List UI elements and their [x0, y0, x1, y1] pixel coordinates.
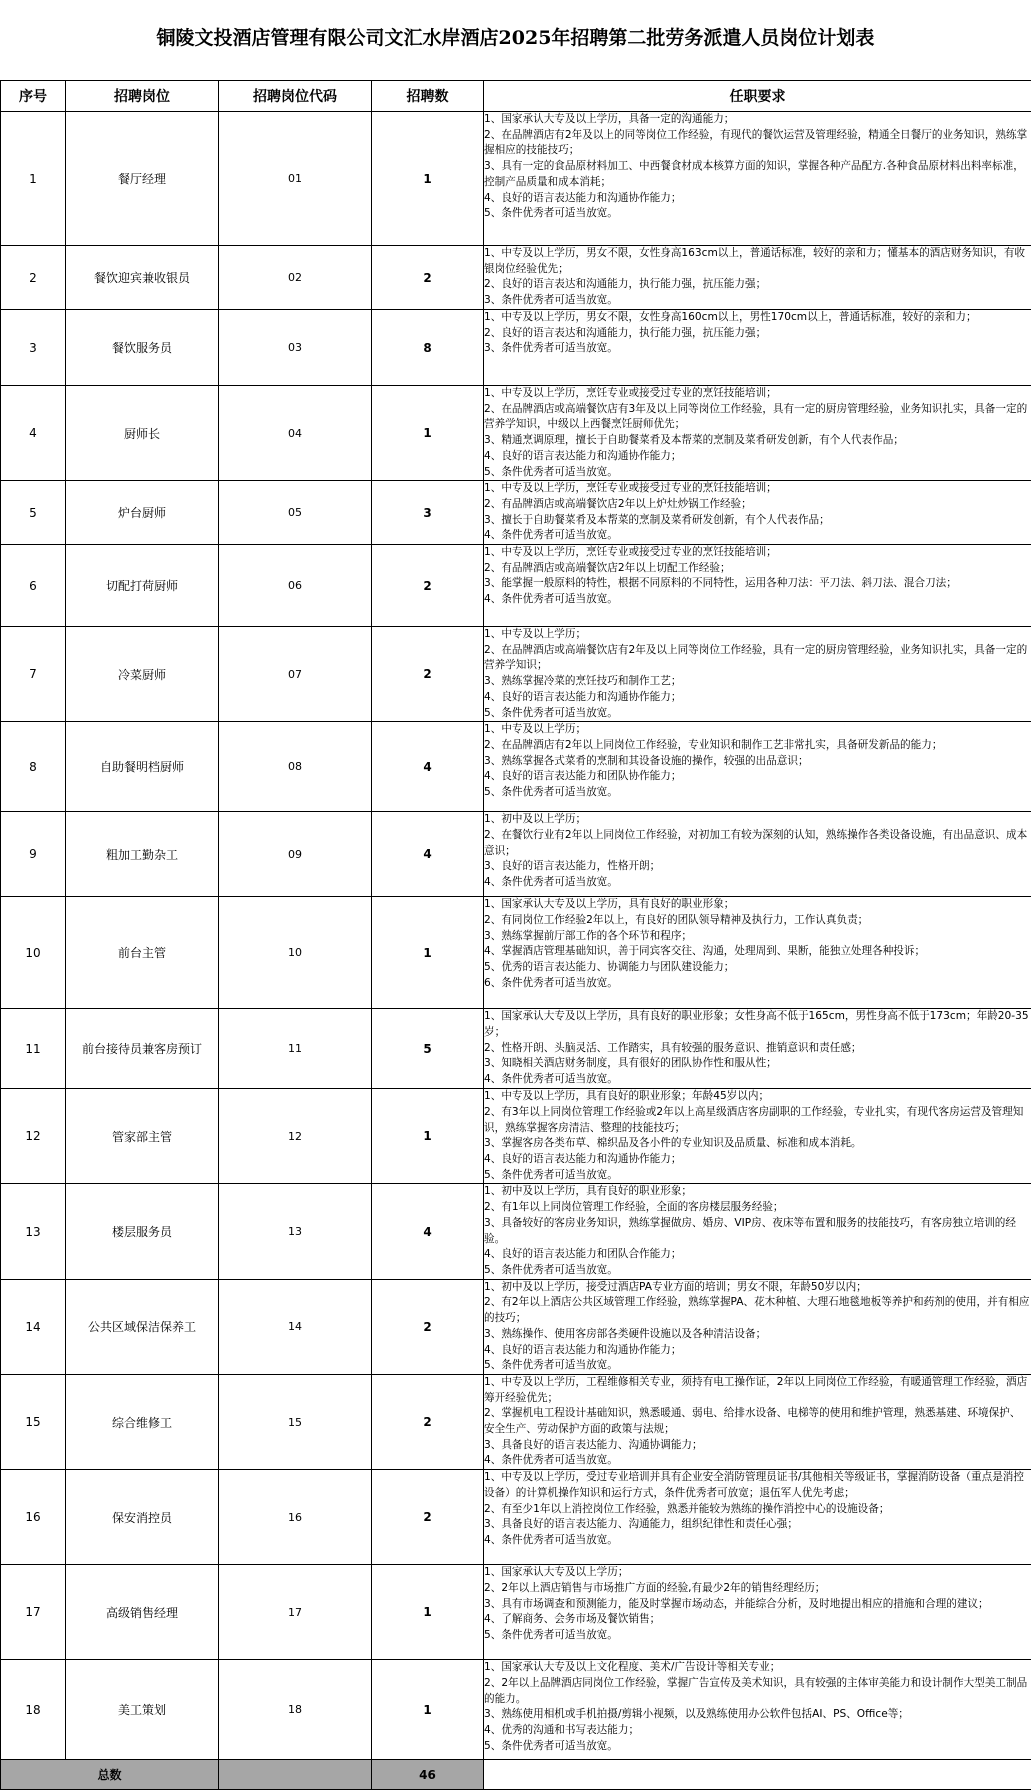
cell-count: 8 — [372, 310, 484, 386]
table-row — [1, 722, 1031, 812]
requirement-item: 3、条件优秀者可适当放宽。 — [484, 341, 1031, 357]
cell-seq: 2 — [1, 246, 66, 310]
requirement-item: 4、条件优秀者可适当放宽。 — [484, 528, 1031, 544]
table-row — [1, 1565, 1031, 1660]
cell-count: 2 — [372, 246, 484, 310]
requirement-item: 4、优秀的沟通和书写表达能力； — [484, 1723, 1031, 1739]
requirement-item: 3、具有一定的食品原材料加工、中西餐食材成本核算方面的知识，掌握各种产品配方.各种食品原材料出料率标准，控制产品质量和成本消耗； — [484, 159, 1031, 190]
cell-requirements — [484, 386, 1031, 481]
requirement-item: 2、在品牌酒店有2年及以上的同等岗位工作经验，有现代的餐饮运营及管理经验，精通全日餐厅的业务知识，熟练掌握相应的技能技巧； — [484, 128, 1031, 159]
cell-count: 2 — [372, 1279, 484, 1374]
cell-count: 4 — [372, 812, 484, 897]
cell-seq: 13 — [1, 1184, 66, 1279]
requirement-item: 5、条件优秀者可适当放宽。 — [484, 706, 1031, 722]
requirement-item: 4、良好的语言表达能力和团队合作能力； — [484, 1247, 1031, 1263]
requirement-item: 3、精通烹调原理，擅长于自助餐菜肴及本帮菜的烹制及菜肴研发创新，有个人代表作品； — [484, 433, 1031, 449]
table-row — [1, 1660, 1031, 1760]
cell-count: 4 — [372, 722, 484, 812]
cell-count: 2 — [372, 1470, 484, 1565]
requirement-item: 1、中专及以上学历，男女不限，女性身高163cm以上，普通话标准，较好的亲和力；懂基本的酒店财务知识，有收银岗位经验优先； — [484, 246, 1031, 277]
cell-seq: 15 — [1, 1374, 66, 1469]
requirement-item: 1、国家承认大专及以上学历，具有良好的职业形象；女性身高不低于165cm，男性身高不低于173cm；年龄20-35岁； — [484, 1009, 1031, 1040]
requirement-item: 2、在品牌酒店或高端餐饮店有2年及以上同等岗位工作经验，具有一定的厨房管理经验，业务知识扎实，具备一定的营养学知识； — [484, 643, 1031, 674]
recruitment-plan-table — [0, 80, 1031, 1790]
requirement-item: 2、有1年以上同岗位管理工作经验，全面的客房楼层服务经验； — [484, 1200, 1031, 1216]
header-code: 招聘岗位代码 — [219, 81, 372, 112]
cell-position: 前台接待员兼客房预订 — [66, 1009, 219, 1089]
cell-position: 管家部主管 — [66, 1089, 219, 1184]
table-row — [1, 310, 1031, 386]
cell-requirements — [484, 1374, 1031, 1469]
requirement-item: 3、熟练掌握冷菜的烹饪技巧和制作工艺； — [484, 674, 1031, 690]
requirement-item: 2、掌握机电工程设计基础知识，熟悉暖通、弱电、给排水设备、电梯等的使用和维护管理，熟悉基建、环境保护、安全生产、劳动保护方面的政策与法规； — [484, 1406, 1031, 1437]
cell-seq: 1 — [1, 112, 66, 246]
table-row — [1, 246, 1031, 310]
cell-requirements — [484, 1279, 1031, 1374]
table-row — [1, 1184, 1031, 1279]
requirement-item: 2、2年以上酒店销售与市场推广方面的经验,有最少2年的销售经理经历； — [484, 1581, 1031, 1597]
requirement-item: 3、具备良好的语言表达能力、沟通能力，组织纪律性和责任心强； — [484, 1517, 1031, 1533]
requirement-item: 1、国家承认大专及以上学历，具备一定的沟通能力； — [484, 112, 1031, 128]
cell-position: 综合维修工 — [66, 1374, 219, 1469]
cell-seq: 6 — [1, 545, 66, 627]
cell-requirements — [484, 1009, 1031, 1089]
total-row — [1, 1760, 1031, 1790]
requirement-item: 5、优秀的语言表达能力、协调能力与团队建设能力； — [484, 960, 1031, 976]
cell-position: 餐厅经理 — [66, 112, 219, 246]
requirement-item: 2、在品牌酒店或高端餐饮店有3年及以上同等岗位工作经验，具有一定的厨房管理经验，业务知识扎实，具备一定的营养学知识，中级以上西餐烹饪厨师优先； — [484, 402, 1031, 433]
cell-code: 02 — [219, 246, 372, 310]
total-count: 46 — [372, 1760, 484, 1790]
requirement-item: 2、在品牌酒店有2年以上同岗位工作经验，专业知识和制作工艺非常扎实，具备研发新品的能力； — [484, 738, 1031, 754]
cell-code: 11 — [219, 1009, 372, 1089]
requirement-item: 5、条件优秀者可适当放宽。 — [484, 1358, 1031, 1374]
cell-position: 楼层服务员 — [66, 1184, 219, 1279]
cell-requirements — [484, 310, 1031, 386]
requirement-item: 5、条件优秀者可适当放宽。 — [484, 785, 1031, 801]
table-row — [1, 481, 1031, 545]
table-row — [1, 897, 1031, 1009]
requirement-item: 4、良好的语言表达能力和沟通协作能力； — [484, 690, 1031, 706]
requirement-item: 2、在餐饮行业有2年以上同岗位工作经验，对初加工有较为深刻的认知，熟练操作各类设备设施，有出品意识、成本意识； — [484, 828, 1031, 859]
requirement-item: 4、良好的语言表达能力和沟通协作能力； — [484, 449, 1031, 465]
requirement-item: 2、良好的语言表达和沟通能力，执行能力强，抗压能力强； — [484, 277, 1031, 293]
requirement-item: 2、良好的语言表达和沟通能力，执行能力强，抗压能力强； — [484, 326, 1031, 342]
requirement-item: 3、条件优秀者可适当放宽。 — [484, 293, 1031, 309]
cell-position: 餐饮迎宾兼收银员 — [66, 246, 219, 310]
requirement-item: 1、初中及以上学历，具有良好的职业形象； — [484, 1184, 1031, 1200]
cell-count: 1 — [372, 1089, 484, 1184]
cell-position: 前台主管 — [66, 897, 219, 1009]
requirement-item: 3、熟练使用相机或手机拍摄/剪辑小视频，以及熟练使用办公软件包括AI、PS、Office等； — [484, 1707, 1031, 1723]
requirement-item: 3、具有市场调查和预测能力，能及时掌握市场动态，并能综合分析，及时地提出相应的措施和合理的建议； — [484, 1597, 1031, 1613]
requirement-item: 5、条件优秀者可适当放宽。 — [484, 1263, 1031, 1279]
cell-code: 08 — [219, 722, 372, 812]
requirement-item: 1、中专及以上学历，烹饪专业或接受过专业的烹饪技能培训； — [484, 481, 1031, 497]
requirement-item: 1、初中及以上学历； — [484, 812, 1031, 828]
total-code — [219, 1760, 372, 1790]
requirement-item: 3、良好的语言表达能力，性格开朗； — [484, 859, 1031, 875]
table-row — [1, 112, 1031, 246]
cell-requirements — [484, 1470, 1031, 1565]
cell-code: 16 — [219, 1470, 372, 1565]
requirement-item: 3、掌握客房各类布草、棉织品及各小件的专业知识及品质量、标准和成本消耗。 — [484, 1136, 1031, 1152]
requirement-item: 5、条件优秀者可适当放宽。 — [484, 206, 1031, 222]
cell-code: 10 — [219, 897, 372, 1009]
cell-code: 14 — [219, 1279, 372, 1374]
requirement-item: 5、条件优秀者可适当放宽。 — [484, 1739, 1031, 1755]
requirement-item: 3、熟练掌握前厅部工作的各个环节和程序； — [484, 929, 1031, 945]
cell-requirements — [484, 1184, 1031, 1279]
cell-position: 餐饮服务员 — [66, 310, 219, 386]
cell-seq: 18 — [1, 1660, 66, 1760]
cell-count: 2 — [372, 627, 484, 722]
cell-seq: 3 — [1, 310, 66, 386]
cell-seq: 17 — [1, 1565, 66, 1660]
cell-position: 粗加工勤杂工 — [66, 812, 219, 897]
cell-requirements — [484, 112, 1031, 246]
requirement-item: 4、条件优秀者可适当放宽。 — [484, 592, 1031, 608]
cell-code: 07 — [219, 627, 372, 722]
requirement-item: 1、中专及以上学历，烹饪专业或接受过专业的烹饪技能培训； — [484, 545, 1031, 561]
requirement-item: 3、具备较好的客房业务知识，熟练掌握做房、婚房、VIP房、夜床等布置和服务的技能技巧，有客房独立培训的经验。 — [484, 1216, 1031, 1247]
table-body — [1, 112, 1031, 1760]
requirement-item: 3、擅长于自助餐菜肴及本帮菜的烹制及菜肴研发创新，有个人代表作品； — [484, 513, 1031, 529]
requirement-item: 1、中专及以上学历，烹饪专业或接受过专业的烹饪技能培训； — [484, 386, 1031, 402]
requirement-item: 3、知晓相关酒店财务制度，具有很好的团队协作性和服从性； — [484, 1056, 1031, 1072]
table-row — [1, 1279, 1031, 1374]
cell-position: 切配打荷厨师 — [66, 545, 219, 627]
cell-requirements — [484, 481, 1031, 545]
table-row — [1, 386, 1031, 481]
table-row — [1, 1374, 1031, 1469]
cell-count: 1 — [372, 897, 484, 1009]
table-row — [1, 1089, 1031, 1184]
requirement-item: 1、国家承认大专及以上学历； — [484, 1565, 1031, 1581]
requirement-item: 1、国家承认大专及以上文化程度、美术/广告设计等相关专业； — [484, 1660, 1031, 1676]
cell-count: 3 — [372, 481, 484, 545]
requirement-item: 1、国家承认大专及以上学历，具有良好的职业形象； — [484, 897, 1031, 913]
cell-requirements — [484, 722, 1031, 812]
cell-requirements — [484, 1660, 1031, 1760]
cell-count: 5 — [372, 1009, 484, 1089]
cell-position: 炉台厨师 — [66, 481, 219, 545]
cell-count: 1 — [372, 112, 484, 246]
requirement-item: 6、条件优秀者可适当放宽。 — [484, 976, 1031, 992]
requirement-item: 2、有2年以上酒店公共区域管理工作经验，熟练掌握PA、花木种植、大理石地毯地板等养护和药剂的使用，并有相应的技巧； — [484, 1295, 1031, 1326]
requirement-item: 3、能掌握一般原料的特性，根据不同原料的不同特性，运用各种刀法：平刀法、斜刀法、混合刀法； — [484, 576, 1031, 592]
cell-requirements — [484, 627, 1031, 722]
table-row — [1, 545, 1031, 627]
requirement-item: 3、熟练操作、使用客房部各类硬件设施以及各种清洁设备； — [484, 1327, 1031, 1343]
cell-code: 12 — [219, 1089, 372, 1184]
table-row — [1, 1470, 1031, 1565]
requirement-item: 2、有至少1年以上消控岗位工作经验，熟悉并能较为熟练的操作消控中心的设施设备； — [484, 1502, 1031, 1518]
requirement-item: 4、条件优秀者可适当放宽。 — [484, 1533, 1031, 1549]
cell-seq: 5 — [1, 481, 66, 545]
total-label: 总数 — [1, 1760, 219, 1790]
header-seq: 序号 — [1, 81, 66, 112]
cell-position: 高级销售经理 — [66, 1565, 219, 1660]
requirement-item: 1、中专及以上学历； — [484, 722, 1031, 738]
table-row — [1, 1009, 1031, 1089]
cell-position: 厨师长 — [66, 386, 219, 481]
cell-code: 06 — [219, 545, 372, 627]
requirement-item: 5、条件优秀者可适当放宽。 — [484, 1628, 1031, 1644]
cell-requirements — [484, 1565, 1031, 1660]
requirement-item: 2、性格开朗、头脑灵活、工作踏实，具有较强的服务意识、推销意识和责任感； — [484, 1041, 1031, 1057]
cell-position: 冷菜厨师 — [66, 627, 219, 722]
requirement-item: 4、条件优秀者可适当放宽。 — [484, 1072, 1031, 1088]
cell-code: 15 — [219, 1374, 372, 1469]
requirement-item: 2、有品牌酒店或高端餐饮店2年以上炉灶炒锅工作经验； — [484, 497, 1031, 513]
table-row — [1, 627, 1031, 722]
requirement-item: 1、中专及以上学历，受过专业培训并具有企业安全消防管理员证书/其他相关等级证书，掌握消防设备（重点是消控设备）的计算机操作知识和运行方式，条件优秀者可放宽；退伍军人优先考虑； — [484, 1470, 1031, 1501]
requirement-item: 2、有3年以上同岗位管理工作经验或2年以上高星级酒店客房副职的工作经验，专业扎实，有现代客房运营及管理知识，熟练掌握客房清洁、整理的技能技巧； — [484, 1105, 1031, 1136]
requirement-item: 4、了解商务、会务市场及餐饮销售； — [484, 1612, 1031, 1628]
cell-seq: 16 — [1, 1470, 66, 1565]
requirement-item: 1、中专及以上学历； — [484, 627, 1031, 643]
cell-code: 18 — [219, 1660, 372, 1760]
cell-code: 09 — [219, 812, 372, 897]
requirement-item: 4、良好的语言表达能力和沟通协作能力； — [484, 191, 1031, 207]
requirement-item: 4、良好的语言表达能力和沟通协作能力； — [484, 1152, 1031, 1168]
cell-count: 1 — [372, 1565, 484, 1660]
cell-seq: 4 — [1, 386, 66, 481]
requirement-item: 3、熟练掌握各式菜肴的烹制和其设备设施的操作，较强的出品意识； — [484, 754, 1031, 770]
cell-seq: 10 — [1, 897, 66, 1009]
cell-seq: 12 — [1, 1089, 66, 1184]
table-row — [1, 812, 1031, 897]
cell-code: 05 — [219, 481, 372, 545]
cell-code: 03 — [219, 310, 372, 386]
requirement-item: 2、有品牌酒店或高端餐饮店2年以上切配工作经验； — [484, 561, 1031, 577]
cell-code: 13 — [219, 1184, 372, 1279]
table-header-row — [1, 81, 1031, 112]
requirement-item: 1、中专及以上学历，工程维修相关专业，须持有电工操作证，2年以上同岗位工作经验，有暖通管理工作经验，酒店筹开经验优先； — [484, 1375, 1031, 1406]
cell-position: 美工策划 — [66, 1660, 219, 1760]
cell-position: 保安消控员 — [66, 1470, 219, 1565]
requirement-item: 4、掌握酒店管理基础知识，善于同宾客交往、沟通，处理周到、果断，能独立处理各种投诉； — [484, 944, 1031, 960]
requirement-item: 3、具备良好的语言表达能力、沟通协调能力； — [484, 1438, 1031, 1454]
cell-code: 17 — [219, 1565, 372, 1660]
cell-seq: 14 — [1, 1279, 66, 1374]
requirement-item: 2、有同岗位工作经验2年以上，有良好的团队领导精神及执行力，工作认真负责； — [484, 913, 1031, 929]
cell-position: 公共区域保洁保养工 — [66, 1279, 219, 1374]
requirement-item: 2、2年以上品牌酒店同岗位工作经验，掌握广告宣传及美术知识，具有较强的主体审美能力和设计制作大型美工制品的能力。 — [484, 1676, 1031, 1707]
requirement-item: 5、条件优秀者可适当放宽。 — [484, 465, 1031, 481]
cell-count: 1 — [372, 386, 484, 481]
header-requirements: 任职要求 — [484, 81, 1031, 112]
header-position: 招聘岗位 — [66, 81, 219, 112]
cell-requirements — [484, 246, 1031, 310]
cell-requirements — [484, 812, 1031, 897]
cell-seq: 7 — [1, 627, 66, 722]
requirement-item: 5、条件优秀者可适当放宽。 — [484, 1168, 1031, 1184]
cell-code: 04 — [219, 386, 372, 481]
cell-count: 2 — [372, 1374, 484, 1469]
cell-count: 1 — [372, 1660, 484, 1760]
cell-requirements — [484, 1089, 1031, 1184]
cell-seq: 9 — [1, 812, 66, 897]
page-title: 铜陵文投酒店管理有限公司文汇水岸酒店2025年招聘第二批劳务派遣人员岗位计划表 — [0, 0, 1031, 72]
total-requirements-empty — [484, 1760, 1031, 1790]
requirement-item: 4、良好的语言表达能力和团队协作能力； — [484, 769, 1031, 785]
cell-requirements — [484, 897, 1031, 1009]
cell-position: 自助餐明档厨师 — [66, 722, 219, 812]
cell-count: 4 — [372, 1184, 484, 1279]
cell-requirements — [484, 545, 1031, 627]
cell-seq: 8 — [1, 722, 66, 812]
cell-count: 2 — [372, 545, 484, 627]
requirement-item: 4、良好的语言表达能力和沟通协作能力； — [484, 1343, 1031, 1359]
header-count: 招聘数 — [372, 81, 484, 112]
cell-seq: 11 — [1, 1009, 66, 1089]
requirement-item: 1、中专及以上学历，男女不限，女性身高160cm以上，男性170cm以上，普通话标准，较好的亲和力； — [484, 310, 1031, 326]
cell-code: 01 — [219, 112, 372, 246]
requirement-item: 4、条件优秀者可适当放宽。 — [484, 875, 1031, 891]
requirement-item: 1、中专及以上学历，具有良好的职业形象；年龄45岁以内； — [484, 1089, 1031, 1105]
requirement-item: 4、条件优秀者可适当放宽。 — [484, 1453, 1031, 1469]
requirement-item: 1、初中及以上学历，接受过酒店PA专业方面的培训；男女不限，年龄50岁以内； — [484, 1280, 1031, 1296]
